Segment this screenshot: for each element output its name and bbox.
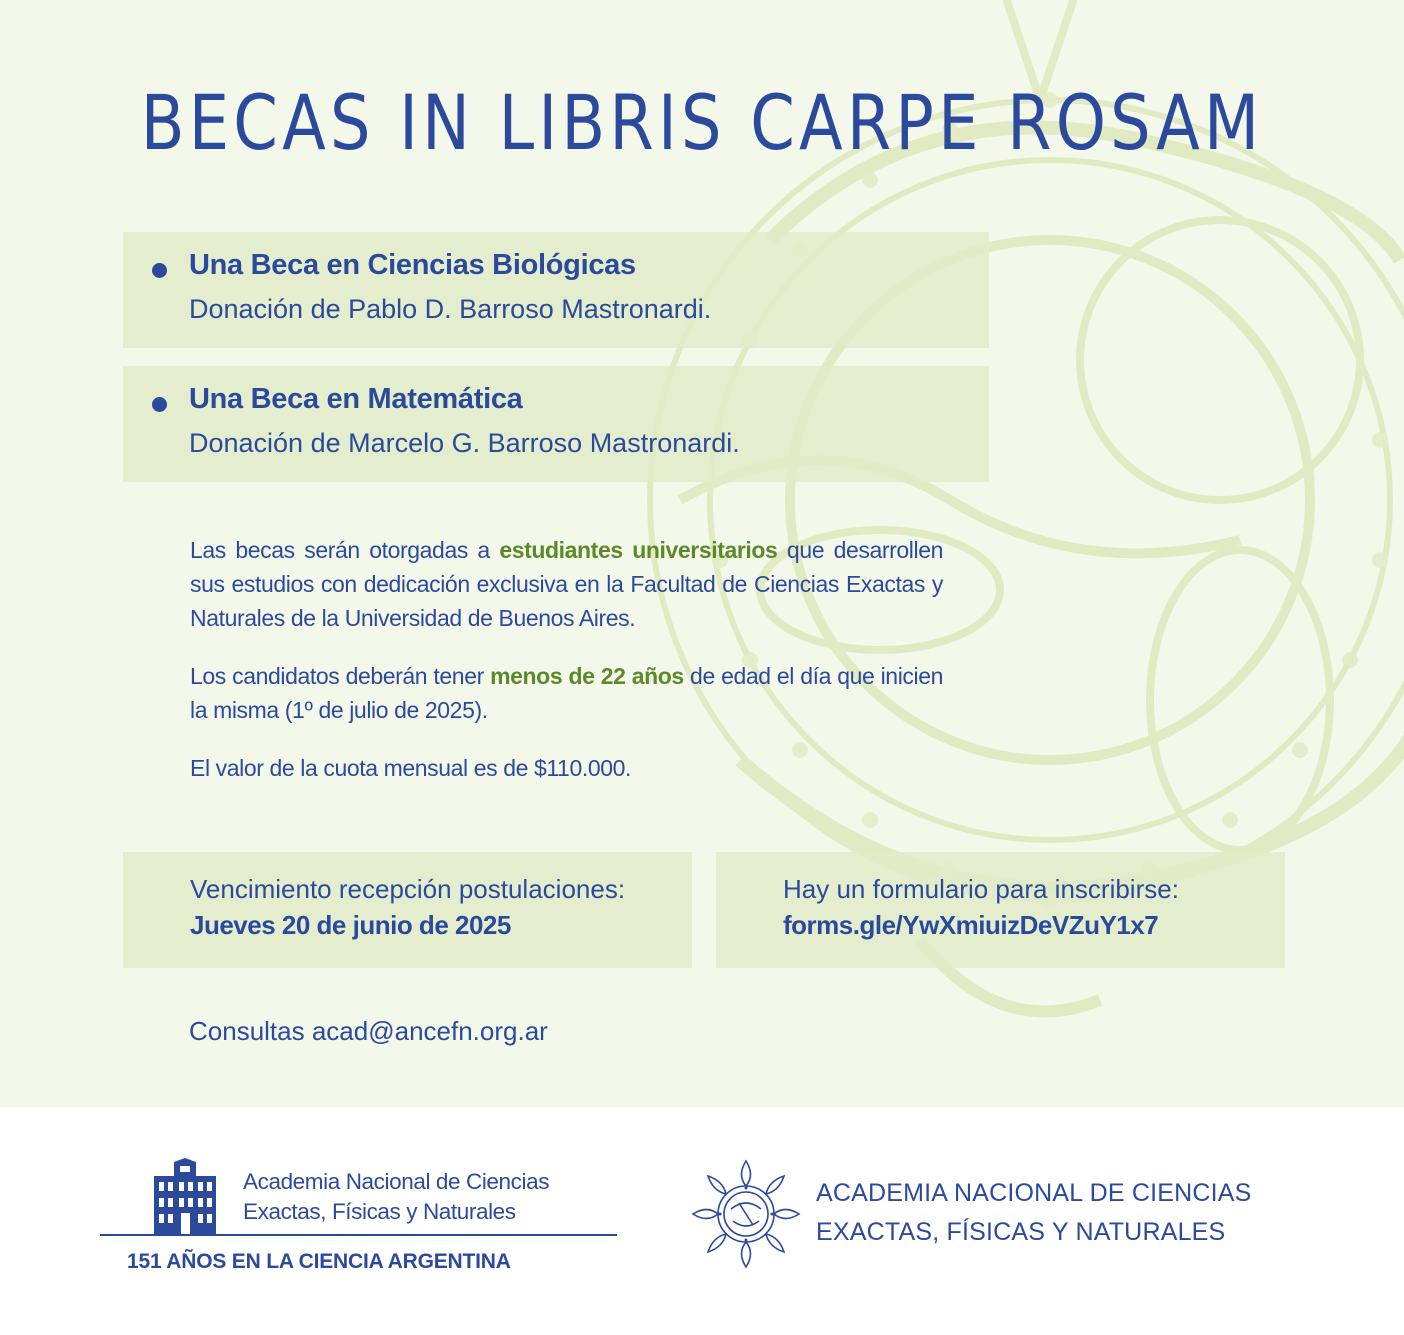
- org-name-line2: Exactas, Físicas y Naturales: [243, 1199, 516, 1224]
- text-segment: Las becas serán otorgadas a: [190, 537, 500, 563]
- beca-donor: Donación de Pablo D. Barroso Mastronardi.: [189, 294, 712, 324]
- form-label: Hay un formulario para inscribirse:: [783, 874, 1179, 904]
- deadline-box: [123, 852, 692, 968]
- form-link[interactable]: forms.gle/YwXmiuizDeVZuY1x7: [783, 910, 1159, 940]
- form-box: [716, 852, 1285, 968]
- highlight-age: menos de 22 años: [490, 663, 684, 689]
- org-name-line1: Academia Nacional de Ciencias: [243, 1169, 550, 1194]
- beca-title: Una Beca en Matemática: [189, 383, 523, 415]
- contact-email[interactable]: Consultas acad@ancefn.org.ar: [189, 1016, 548, 1046]
- age-paragraph: [190, 659, 943, 727]
- text-segment: que desarrollen sus estudios con dedicación exclusiva en la Facultad de Ciencias Exactas y Naturales de la Universidad de Buenos Aires.: [190, 537, 943, 631]
- anniversary-text: 151 AÑOS EN LA CIENCIA ARGENTINA: [127, 1250, 511, 1273]
- eligibility-paragraph: [190, 533, 943, 635]
- building-logo-icon: [150, 1158, 220, 1234]
- amount-paragraph: El valor de la cuota mensual es de $110.000.: [190, 755, 631, 781]
- page-title: BECAS IN LIBRIS CARPE ROSAM: [140, 78, 1264, 167]
- org-name-upper-line2: EXACTAS, FÍSICAS Y NATURALES: [816, 1218, 1226, 1246]
- bullet-icon: [152, 263, 167, 278]
- deadline-date: Jueves 20 de junio de 2025: [190, 910, 511, 940]
- bullet-icon: [152, 397, 167, 412]
- divider: [100, 1234, 617, 1236]
- academy-logo-left: [100, 1158, 620, 1278]
- text-segment: de edad el día que inicien la misma (1º de julio de 2025).: [190, 663, 944, 723]
- body-text: [190, 533, 943, 809]
- beca-item-matematica: [123, 366, 989, 482]
- text-segment: Los candidatos deberán tener: [190, 663, 491, 689]
- highlight-students: estudiantes universitarios: [499, 537, 778, 563]
- org-name-upper-line1: ACADEMIA NACIONAL DE CIENCIAS: [816, 1179, 1252, 1207]
- deadline-label: Vencimiento recepción postulaciones:: [190, 874, 626, 904]
- beca-item-biologicas: [123, 232, 989, 348]
- academy-seal-icon: [689, 1157, 803, 1271]
- beca-donor: Donación de Marcelo G. Barroso Mastronardi.: [189, 428, 740, 458]
- beca-title: Una Beca en Ciencias Biológicas: [189, 249, 636, 281]
